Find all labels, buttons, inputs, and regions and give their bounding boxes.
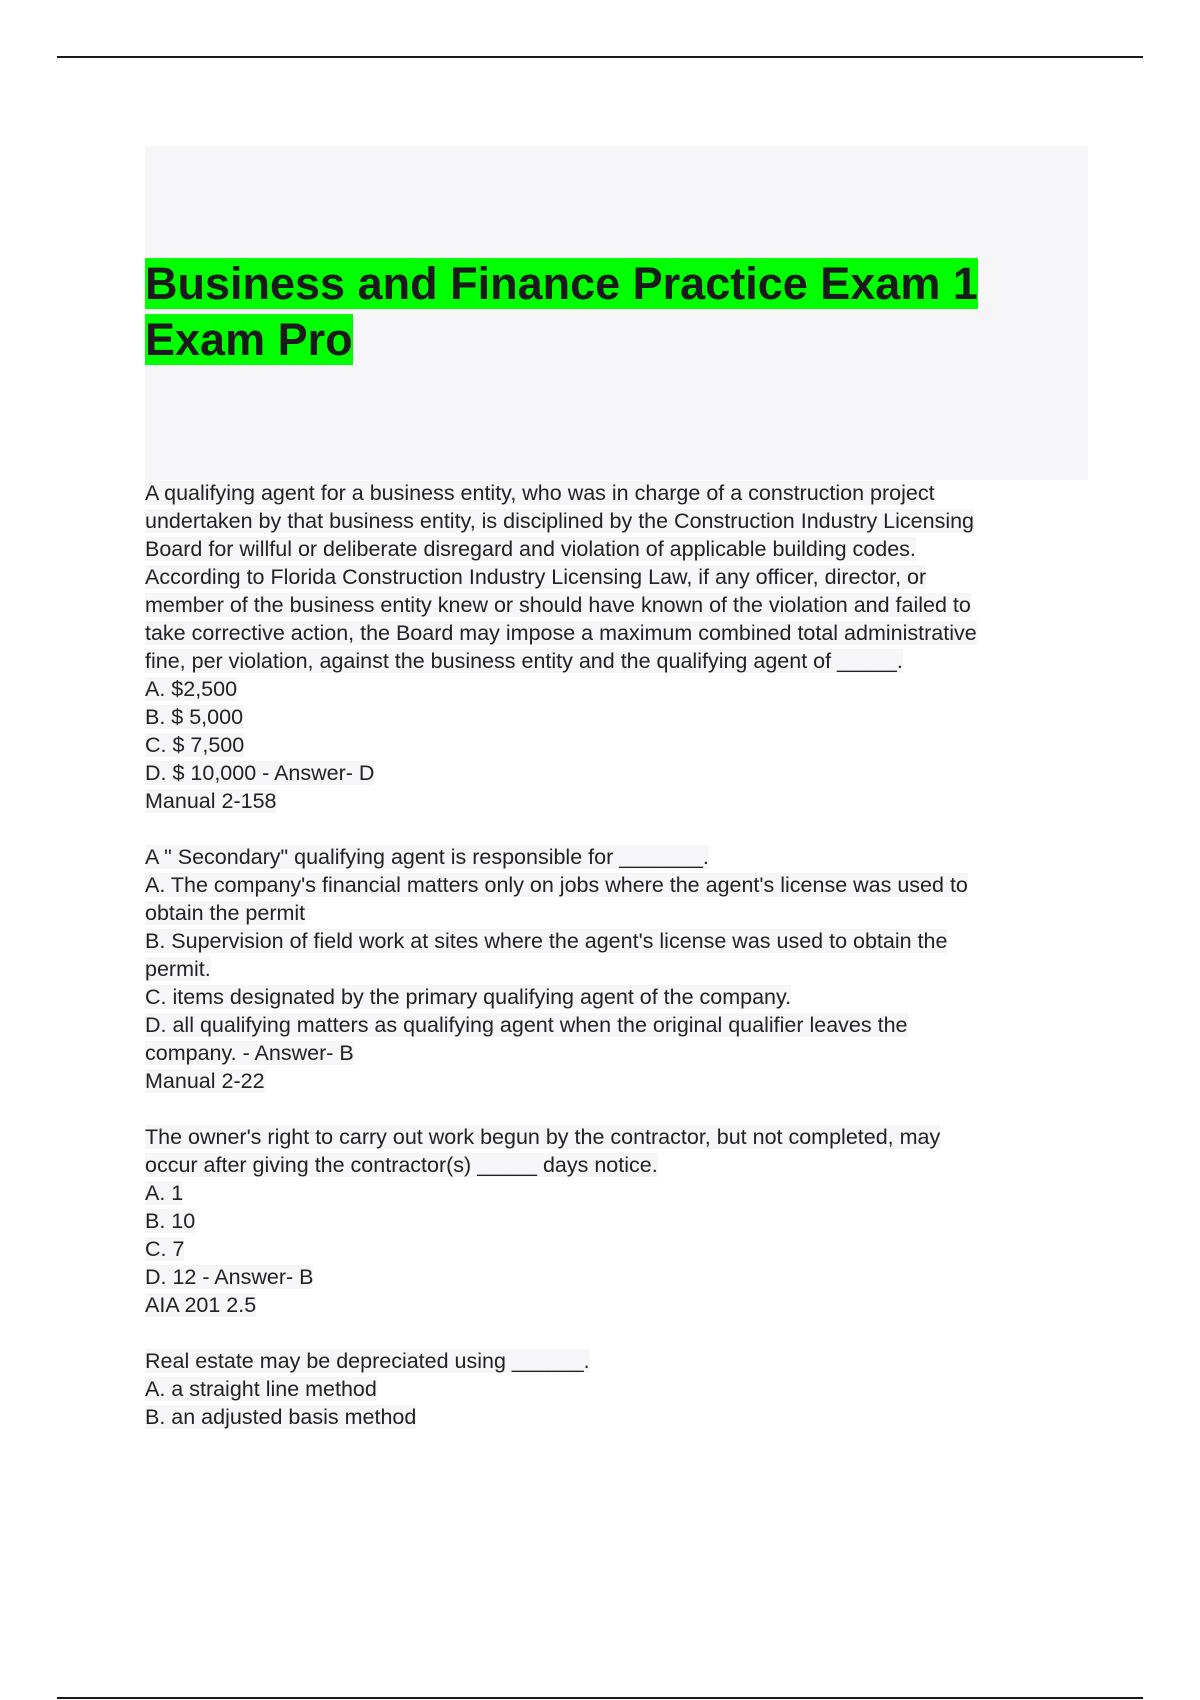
answer-option: B. Supervision of field work at sites where the agent's license was used to obtain the: [145, 929, 948, 953]
question-3: [145, 1123, 1090, 1319]
question-1: [145, 479, 1090, 815]
answer-option: company. - Answer- B: [145, 1041, 354, 1065]
question-text-line: take corrective action, the Board may impose a maximum combined total administrative: [145, 621, 977, 645]
answer-option: obtain the permit: [145, 901, 306, 925]
question-4: [145, 1347, 1090, 1431]
question-text-line: occur after giving the contractor(s) _____ days notice.: [145, 1153, 658, 1177]
question-text-line: fine, per violation, against the business entity and the qualifying agent of _____.: [145, 649, 903, 673]
answer-option: A. The company's financial matters only on jobs where the agent's license was used to: [145, 873, 968, 897]
question-text-line: undertaken by that business entity, is disciplined by the Construction Industry Licensing: [145, 509, 975, 533]
questions-list: [145, 479, 1090, 1459]
question-text-line: Board for willful or deliberate disregard and violation of applicable building codes.: [145, 537, 916, 561]
title-line-2: Exam Pro: [145, 314, 353, 365]
question-text-line: The owner's right to carry out work begun by the contractor, but not completed, may: [145, 1125, 941, 1149]
answer-option: permit.: [145, 957, 211, 981]
question-text-line: member of the business entity knew or should have known of the violation and failed to: [145, 593, 971, 617]
reference: Manual 2-22: [145, 1069, 265, 1093]
question-text-line: A qualifying agent for a business entity, who was in charge of a construction project: [145, 481, 935, 505]
title-block: [145, 146, 1088, 480]
answer-option: D. all qualifying matters as qualifying agent when the original qualifier leaves the: [145, 1013, 908, 1037]
page-title: [145, 256, 1088, 368]
top-rule: [57, 56, 1143, 58]
answer-option: A. 1: [145, 1181, 184, 1205]
question-2: [145, 843, 1090, 1095]
answer-option: C. $ 7,500: [145, 733, 245, 757]
answer-option: B. 10: [145, 1209, 196, 1233]
answer-option: D. 12 - Answer- B: [145, 1265, 314, 1289]
answer-option: C. 7: [145, 1237, 185, 1261]
bottom-rule: [57, 1697, 1143, 1699]
answer-option: A. $2,500: [145, 677, 238, 701]
question-text-line: A " Secondary" qualifying agent is responsible for _______.: [145, 845, 709, 869]
answer-option: B. $ 5,000: [145, 705, 244, 729]
question-text-line: Real estate may be depreciated using ______.: [145, 1349, 590, 1373]
answer-option: D. $ 10,000 - Answer- D: [145, 761, 375, 785]
question-text-line: According to Florida Construction Industry Licensing Law, if any officer, director, or: [145, 565, 927, 589]
reference: Manual 2-158: [145, 789, 277, 813]
answer-option: A. a straight line method: [145, 1377, 377, 1401]
title-line-1: Business and Finance Practice Exam 1: [145, 258, 978, 309]
reference: AIA 201 2.5: [145, 1293, 257, 1317]
answer-option: B. an adjusted basis method: [145, 1405, 417, 1429]
answer-option: C. items designated by the primary qualifying agent of the company.: [145, 985, 792, 1009]
